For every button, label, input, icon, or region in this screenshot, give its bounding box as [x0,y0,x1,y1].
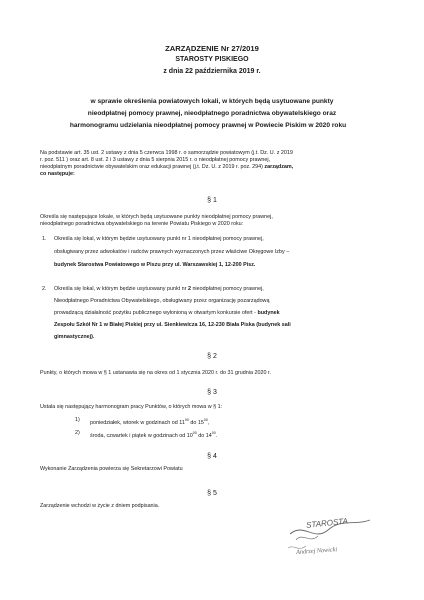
s3-schedule-1: poniedziałek, wtorek w godzinach od $11^{00}$ do $15^{00}$, [90,418,210,426]
s1-item2-line-5: gimnastycznej). [54,334,95,340]
basis-line-4: co następuje: [40,171,75,177]
s1-item2-line-1: Określa się lokal, w którym będzie usytuowany punkt nr 2 nieodpłatnej pomocy prawnej, [54,286,264,292]
basis-line-2: r. poz. 511 ) oraz art. 8 ust. 2 i 3 ustawy z dnia 5 sierpnia 2015 r. o nieodpłatnej pomocy prawnej, [40,157,271,163]
issuing-authority: STAROSTY PISKIEGO [175,56,249,63]
signature-stamp [284,508,380,558]
section-4-mark: § 4 [207,453,217,460]
s1-item2-number: 2. [42,286,47,292]
s1-intro-line-2: nieodpłatnego poradnictwa obywatelskiego na terenie Powiatu Piskiego w 2020 roku: [40,221,244,227]
basis-line-3: nieodpłatnym poradnictwie obywatelskim oraz edukacji prawnej (j.t. Dz. U. z 2019 r. poz. 294) zarządzam, [40,164,294,170]
s1-item2-line-4: Zespołu Szkół Nr 1 w Białej Piskiej przy ul. Sienkiewicza 16, 12-230 Biała Piska (budynek sali [54,322,291,328]
s1-intro-line-1: Określa się następujące lokale, w których będą usytuowane punkty nieodpłatnej pomocy prawnej, [40,214,273,220]
s1-item1-line-3: budynek Starostwa Powiatowego w Piszu przy ul. Warszawskiej 1, 12-200 Pisz. [54,262,256,268]
signature-name-text: Andrzej Nowicki [295,546,338,556]
s3-intro: Ustala się następujący harmonogram pracy Punktów, o których mowa w § 1: [40,404,223,410]
s1-item1-line-1: Określa się lokal, w którym będzie usytuowany punkt nr 1 nieodpłatnej pomocy prawnej, [54,236,264,242]
basis-line-1: Na podstawie art. 35 ust. 2 ustawy z dnia 5 czerwca 1998 r. o samorządzie powiatowym (j.t. Dz. U. z 2019 [40,150,293,156]
subject-line-2: nieodpłatnej pomocy prawnej, nieodpłatnego poradnictwa obywatelskiego oraz [87,110,337,117]
section-1-mark: § 1 [207,197,217,204]
subject-line-3: harmonogramu udzielania nieodpłatnej pomocy prawnej w Powiecie Piskim w 2020 roku [69,122,347,129]
s1-item2-line-2: Nieodpłatnego Poradnictwa Obywatelskiego, obsługiwany przez organizację pozarządową [54,298,270,304]
stamp-title-text: STAROSTA [305,516,349,530]
subject-line-1: w sprawie określenia powiatowych lokali, w których będą usytuowane punkty [90,98,334,105]
s1-item2-line-3: prowadzącą działalność pożytku publicznego wyłonioną w otwartym konkursie ofert - budynek [54,310,280,316]
section-5-mark: § 5 [207,490,217,497]
section-2-mark: § 2 [207,353,217,360]
s5-text: Zarządzenie wchodzi w życie z dniem podpisania. [40,503,160,509]
s2-text: Punkty, o których mowa w § 1 ustanawia się na okres od 1 stycznia 2020 r. do 31 grudnia 2020 r. [40,370,271,376]
s3-schedule-2-number: 2) [75,430,80,436]
section-3-mark: § 3 [207,389,217,396]
s3-schedule-1-number: 1) [75,417,80,423]
s1-item1-number: 1. [42,236,47,242]
document-date: z dnia 22 października 2019 r. [163,68,261,75]
document-title: ZARZĄDZENIE Nr 27/2019 [165,44,259,53]
s1-item1-line-2: obsługiwany przez adwokatów i radców prawnych wyznaczonych przez właściwe Okręgowe Izby – [54,249,290,255]
s4-text: Wykonanie Zarządzenia powierza się Sekretarzowi Powiatu [40,466,183,472]
s3-schedule-2: środa, czwartek i piątek w godzinach od $10^{00}$ do $14^{00}$. [90,431,218,439]
